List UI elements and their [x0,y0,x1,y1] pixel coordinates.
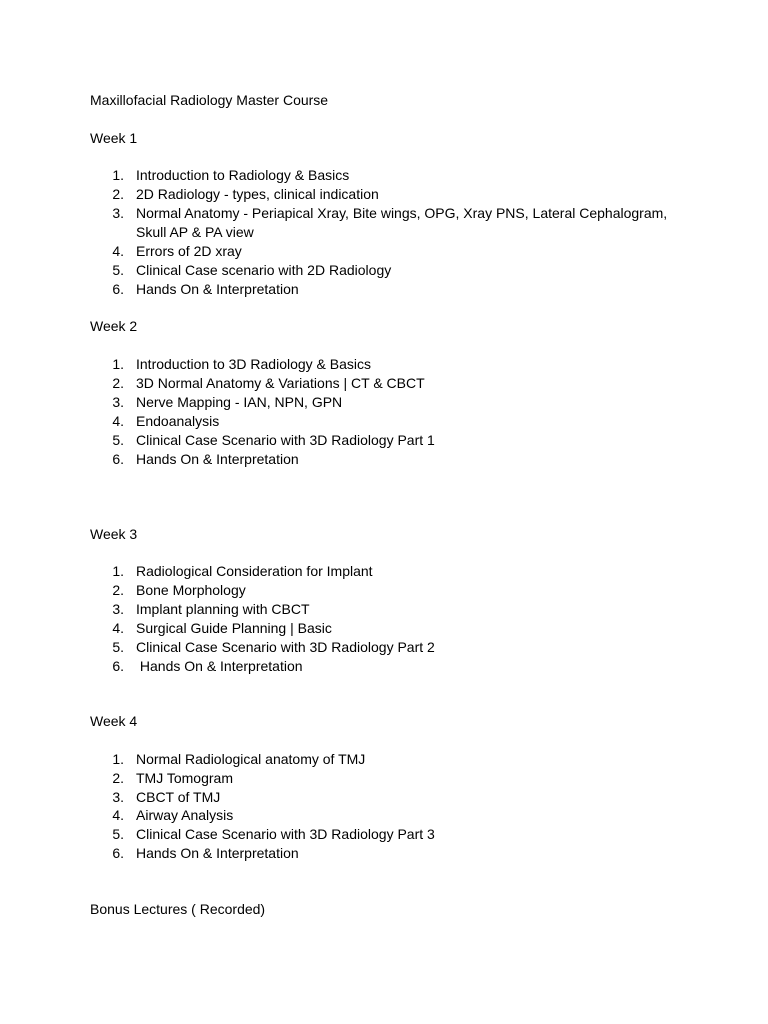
list-number: 2. [112,582,124,598]
list-number: 4. [112,620,124,636]
list-number: 6. [112,845,124,861]
list-item-text: Airway Analysis [136,807,234,823]
list-item [0,166,768,185]
list-number: 3. [112,601,124,617]
list-item [0,825,768,844]
list-item-text: Normal Anatomy - Periapical Xray, Bite wings, OPG, Xray PNS, Lateral Cephalogram, [136,205,668,221]
list-item-text: Clinical Case scenario with 2D Radiology [136,262,392,278]
list-number: 1. [112,356,124,372]
list-item [0,261,768,280]
list-number: 5. [112,432,124,448]
list-item-text: Surgical Guide Planning | Basic [136,620,332,636]
list-item-text: Errors of 2D xray [136,243,242,259]
list-number: 3. [112,205,124,221]
list-number: 6. [112,658,124,674]
list-item-text: Hands On & Interpretation [136,451,299,467]
list-number: 4. [112,413,124,429]
list-item-text: TMJ Tomogram [136,770,233,786]
list-item [0,562,768,581]
week-2-heading: Week 2 [90,318,138,334]
list-number: 6. [112,451,124,467]
page-title: Maxillofacial Radiology Master Course [90,92,329,108]
list-item [0,393,768,412]
list-number: 2. [112,186,124,202]
list-item [0,600,768,619]
list-number: 4. [112,243,124,259]
list-item-text: Introduction to 3D Radiology & Basics [136,356,372,372]
list-item-text: Introduction to Radiology & Basics [136,167,350,183]
list-item-text: Hands On & Interpretation [136,658,303,674]
bonus-heading: Bonus Lectures ( Recorded) [90,901,266,917]
list-item [0,185,768,204]
list-item-text: Radiological Consideration for Implant [136,563,373,579]
list-item-text: 2D Radiology - types, clinical indication [136,186,379,202]
list-item-text: Hands On & Interpretation [136,281,299,297]
list-number: 5. [112,262,124,278]
list-item [0,806,768,825]
list-item [0,581,768,600]
list-item [0,242,768,261]
list-number: 1. [112,167,124,183]
list-item [0,657,768,676]
list-item-text: CBCT of TMJ [136,789,221,805]
week-3-heading: Week 3 [90,526,138,542]
week-4-heading: Week 4 [90,713,138,729]
list-item-text: Hands On & Interpretation [136,845,299,861]
list-item-text: Clinical Case Scenario with 3D Radiology Part 2 [136,639,435,655]
list-item-text: Skull AP & PA view [136,224,254,240]
list-item [0,750,768,769]
list-item [0,844,768,863]
list-item-text: Nerve Mapping - IAN, NPN, GPN [136,394,343,410]
list-item-text: Clinical Case Scenario with 3D Radiology Part 3 [136,826,435,842]
list-item-text: Endoanalysis [136,413,220,429]
list-item-text: Clinical Case Scenario with 3D Radiology Part 1 [136,432,435,448]
list-number: 4. [112,807,124,823]
list-item [0,280,768,299]
week-1-heading: Week 1 [90,130,138,146]
list-item [0,431,768,450]
list-item [0,412,768,431]
list-item [0,638,768,657]
list-item-text: Bone Morphology [136,582,246,598]
list-item [0,204,768,223]
list-item [0,450,768,469]
list-number: 5. [112,826,124,842]
list-item [0,355,768,374]
list-number: 5. [112,639,124,655]
list-item-continuation [0,223,768,242]
list-number: 2. [112,375,124,391]
list-item [0,788,768,807]
list-item-text: Implant planning with CBCT [136,601,310,617]
list-item-text: 3D Normal Anatomy & Variations | CT & CBCT [136,375,425,391]
list-number: 1. [112,751,124,767]
list-item [0,619,768,638]
list-number: 3. [112,394,124,410]
list-item-text: Normal Radiological anatomy of TMJ [136,751,366,767]
list-number: 2. [112,770,124,786]
list-item [0,769,768,788]
list-number: 1. [112,563,124,579]
list-number: 3. [112,789,124,805]
list-number: 6. [112,281,124,297]
list-item [0,374,768,393]
